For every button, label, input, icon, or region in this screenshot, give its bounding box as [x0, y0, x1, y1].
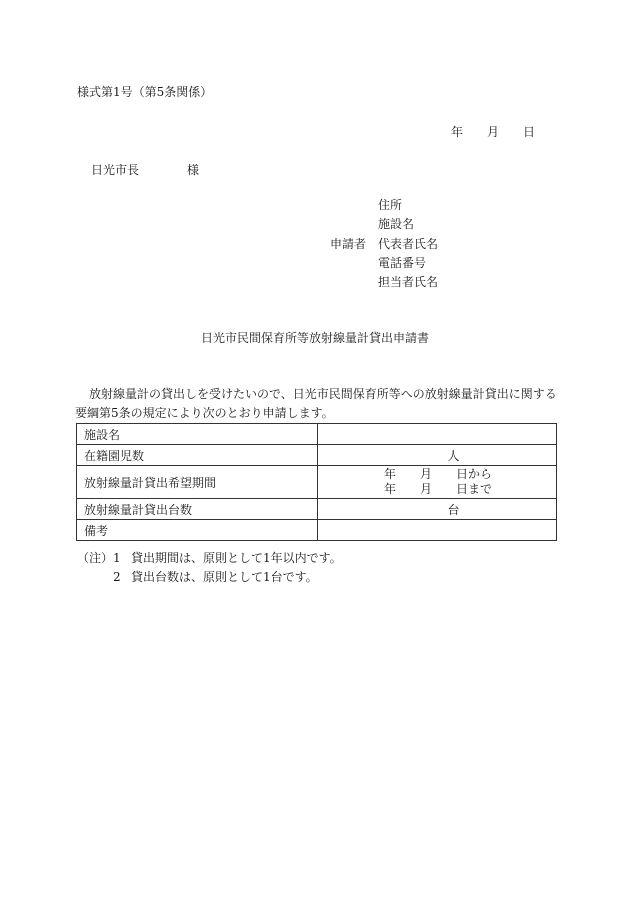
notes-label: （注） — [77, 551, 114, 565]
addressee — [91, 162, 199, 178]
table-row — [77, 466, 557, 499]
detail-table — [76, 423, 557, 541]
table-row — [77, 424, 557, 445]
row-value-children[interactable]: 人 — [318, 445, 557, 466]
row-value-facility[interactable] — [318, 424, 557, 445]
body-paragraph: 放射線量計の貸出しを受けたいので、日光市民間保育所等への放射線量計貸出に関する要綱第5条の規定により次のとおり申請します。 — [75, 387, 557, 420]
applicant-contact-label: 担当者氏名 — [378, 275, 439, 289]
period-start: 年 月 日から — [384, 467, 493, 481]
document-title: 日光市民間保育所等放射線量計貸出申請書 — [200, 331, 429, 345]
applicant-label: 申請者 — [330, 237, 367, 251]
period-end: 年 月 日まで — [384, 482, 493, 496]
applicant-facility-label: 施設名 — [378, 217, 415, 231]
table-row — [77, 499, 557, 520]
applicant-representative-label: 代表者氏名 — [378, 237, 439, 251]
table-row — [77, 520, 557, 541]
form-number: 様式第1号（第5条関係） — [77, 85, 213, 99]
date-year: 年 — [451, 125, 464, 139]
row-value-remarks[interactable] — [318, 520, 557, 541]
row-label-period: 放射線量計貸出希望期間 — [77, 466, 318, 499]
row-value-count[interactable]: 台 — [318, 499, 557, 520]
row-label-facility: 施設名 — [77, 424, 318, 445]
date-month: 月 — [487, 125, 500, 139]
date-line — [451, 124, 535, 140]
note-1-text: 貸出期間は、原則として1年以内です。 — [131, 551, 342, 565]
note-2-text: 貸出台数は、原則として1台です。 — [131, 570, 318, 584]
row-value-period[interactable] — [318, 466, 557, 499]
note-2-number: 2 — [113, 570, 121, 584]
applicant-address-label: 住所 — [378, 198, 403, 212]
applicant-phone-label: 電話番号 — [378, 256, 427, 270]
addressee-name: 日光市長 — [91, 163, 140, 177]
note-1-number: 1 — [113, 551, 121, 565]
date-day: 日 — [523, 125, 536, 139]
row-label-count: 放射線量計貸出台数 — [77, 499, 318, 520]
addressee-honorific: 様 — [187, 163, 200, 177]
row-label-children: 在籍園児数 — [77, 445, 318, 466]
table-row — [77, 445, 557, 466]
row-label-remarks: 備考 — [77, 520, 318, 541]
